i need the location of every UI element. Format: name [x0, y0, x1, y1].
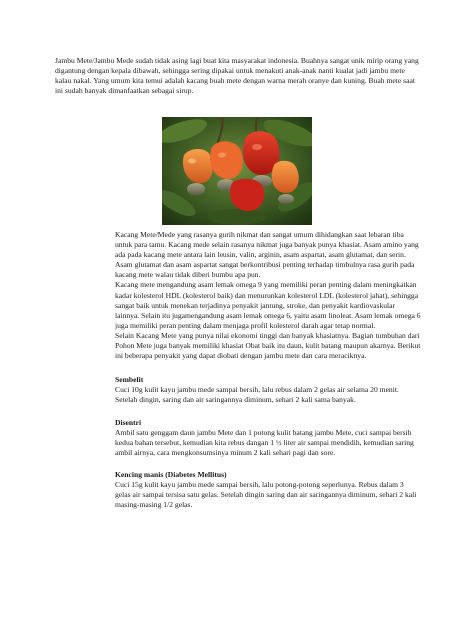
paragraph-khasiat: Selain Kacang Mete yang punya nilai ekonomi tinggi dan banyak khasiatnya. Bagian tumbuhan dari Pohon Mete juga banyak memiliki khasiat Obat baik itu daun, kulit batang maupun akarnya. Berikut ini beberapa penyakit yang dapat diobati dengan jambu mete dan cara meraciknya. — [115, 330, 421, 361]
section-title-disentri: Disentri — [115, 417, 142, 427]
intro-paragraph: Jambu Mete/Jambu Mede sudah tidak asing lagi buat kita masyarakat indonesia. Buahnya sangat unik mirip orang yang digantung dengan kepala dibawah, sehingga sering dipakai untuk menakuti anak-anak nanti kualat jadi jambu mete kalau nakal. Yang umum kita temui adalah kacang buah mete dengan warna merah oranye dan kuning. Buah mete saat ini sudah banyak dimanfaatkan sebagai sirup. — [55, 56, 419, 96]
section-text-sembelit: Cuci 10g kulit kayu jambu mede sampai bersih, lalu rebus dalam 2 gelas air selama 20 menit. Setelah dingin, saring dan air saringannya diminum, sehari 2 kali sama banyak. — [115, 385, 399, 405]
cashew-fruit-photo — [162, 117, 312, 225]
article-body — [115, 230, 421, 510]
paragraph-kacang-mete: Kacang Mete/Mede yang rasanya gurih nikmat dan sangat umum dihidangkan saat lebaran tiba untuk para tamu. Kacang mede selain rasanya nikmat juga banyak punya khasiat. Asam amino yang ada pada kacang mete antara lain leusin, valin, arginin, asam aspartat, asam glutamat, dan serin. Asam glutamat dan asam aspartat sangat berkontribusi penting terhadap timbulnya rasa gurih pada kacang mete walau tidak diberi bumbu apa pun. — [115, 230, 419, 280]
section-text-kencing-manis: Cuci 15g kulit kayu jambu mede sampai bersih, lalu potong-potong seperlunya. Rebus dalam 3 gelas air sampai tersisa satu gelas. Setelah dingin saring dan air saringannya diminum, sehari 2 kali masing-masing 1/2 gelas. — [115, 479, 417, 510]
section-title-sembelit: Sembelit — [115, 375, 144, 385]
section-title-kencing-manis: Kencing manis (Diabetes Mellitus) — [115, 469, 227, 479]
section-text-disentri: Ambil satu genggam daun jambu Mete dan 1 potong kulit batang jambu Mete, cuci sampai bersih kedua bahan tersebut, kemudian kita rebus dangan 1 ½ liter air sampai mendidih, kemudian saring ambil airnya, cara mengkonsumsinya minum 2 kali sehari pagi dan sore. — [115, 427, 414, 457]
paragraph-omega: Kacang mete mengandung asam lemak omega 9 yang memiliki peran penting dalam meningkatkan kadar kolesterol HDL (kolesterol baik) dan menurunkan kolesterol LDL (kolesterol jahat), sehingga sangat baik untuk menekan terjadinya penyakit jantung, stroke, dan penyakit kardiovaskular lainnya. Selain itu jugamengandung asam lemak omega 6, yaitu asam linoleat. Asam lemak omega 6 juga memiliki peran penting dalam menjaga profil kolesterol darah agar tetap normal. — [115, 280, 421, 330]
